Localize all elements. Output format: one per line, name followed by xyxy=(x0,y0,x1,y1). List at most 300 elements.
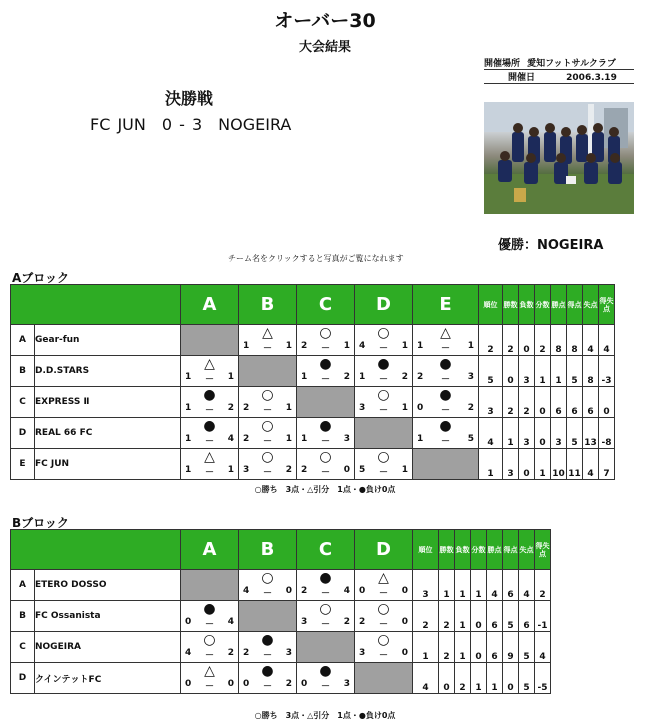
stat-value: 6 xyxy=(551,387,567,418)
result-symbol: ○ xyxy=(319,449,332,465)
stat-value: 0 xyxy=(471,632,487,663)
score-for: 1 xyxy=(417,434,424,444)
result-symbol: ● xyxy=(203,418,216,434)
self-match-cell xyxy=(181,325,239,356)
match-score xyxy=(355,586,412,599)
stat-header: 分数 xyxy=(535,285,551,325)
result-symbol: ● xyxy=(319,356,332,372)
score-for: 1 xyxy=(185,372,192,382)
date-info xyxy=(484,70,634,84)
match-result-cell xyxy=(297,601,355,632)
stat-value: 6 xyxy=(487,632,503,663)
score-dash: － xyxy=(320,468,330,478)
score-against: 0 xyxy=(227,679,234,689)
match-result-cell xyxy=(355,601,413,632)
self-match-cell xyxy=(297,387,355,418)
score-for: 2 xyxy=(243,403,250,413)
match-result-cell xyxy=(239,663,297,694)
score-dash: － xyxy=(320,437,330,447)
stat-value: 2 xyxy=(535,325,551,356)
table-row xyxy=(11,387,615,418)
match-score xyxy=(239,341,296,354)
team-name-link[interactable]: REAL 66 FC xyxy=(35,418,181,449)
column-header-d: D xyxy=(355,285,413,325)
column-header-c: C xyxy=(297,530,355,570)
stat-value: 0 xyxy=(599,387,615,418)
stat-value: 8 xyxy=(551,325,567,356)
match-result-cell xyxy=(181,418,239,449)
result-symbol: △ xyxy=(378,570,389,586)
stat-value: 5 xyxy=(567,418,583,449)
score-against: 2 xyxy=(343,617,350,627)
stat-value: 1 xyxy=(455,570,471,601)
stat-value: 1 xyxy=(413,632,439,663)
score-for: 1 xyxy=(185,434,192,444)
score-dash: － xyxy=(204,651,214,661)
column-header-d: D xyxy=(355,530,413,570)
block-a-table xyxy=(10,284,615,480)
team-name-link[interactable]: FC Ossanista xyxy=(35,601,181,632)
score-for: 0 xyxy=(359,586,366,596)
stat-value: 0 xyxy=(535,387,551,418)
stat-header: 順位 xyxy=(479,285,503,325)
match-score xyxy=(297,586,354,599)
stat-value: 4 xyxy=(599,325,615,356)
result-symbol: △ xyxy=(440,325,451,341)
stat-header: 負数 xyxy=(519,285,535,325)
score-against: 0 xyxy=(285,586,292,596)
stat-header: 失点 xyxy=(583,285,599,325)
match-result-cell xyxy=(355,356,413,387)
match-result-cell xyxy=(413,387,479,418)
block-b-title: Bブロック xyxy=(12,516,69,530)
result-symbol: ○ xyxy=(261,449,274,465)
score-dash: － xyxy=(320,620,330,630)
stat-value: 5 xyxy=(567,356,583,387)
result-symbol: ○ xyxy=(377,387,390,403)
score-against: 1 xyxy=(401,341,408,351)
column-header-c: C xyxy=(297,285,355,325)
result-symbol: ○ xyxy=(319,601,332,617)
score-dash: － xyxy=(378,375,388,385)
match-score xyxy=(355,372,412,385)
score-for: 3 xyxy=(359,648,366,658)
table-row xyxy=(11,663,551,694)
result-symbol: ○ xyxy=(377,449,390,465)
stat-value: 4 xyxy=(583,449,599,480)
match-result-cell xyxy=(239,387,297,418)
score-for: 2 xyxy=(301,465,308,475)
row-letter: B xyxy=(11,356,35,387)
stat-value: 1 xyxy=(535,449,551,480)
stat-value: -3 xyxy=(599,356,615,387)
score-against: 1 xyxy=(401,465,408,475)
stat-value: 2 xyxy=(439,601,455,632)
venue-label: 開催場所 xyxy=(484,59,521,69)
score-for: 4 xyxy=(185,648,192,658)
result-symbol: ● xyxy=(439,418,452,434)
match-score xyxy=(355,617,412,630)
team-name-link[interactable]: D.D.STARS xyxy=(35,356,181,387)
stat-value: 4 xyxy=(519,570,535,601)
score-against: 1 xyxy=(285,403,292,413)
match-result-cell xyxy=(297,449,355,480)
score-for: 1 xyxy=(359,372,366,382)
match-score xyxy=(297,341,354,354)
page-subtitle: 大会結果 xyxy=(298,40,351,55)
page-title: オーバー30 xyxy=(274,10,376,32)
score-against: 1 xyxy=(285,341,292,351)
team-name-link[interactable]: ETERO DOSSO xyxy=(35,570,181,601)
stat-header: 失点 xyxy=(519,530,535,570)
column-header-a: A xyxy=(181,530,239,570)
result-symbol: ● xyxy=(203,387,216,403)
result-symbol: ● xyxy=(439,387,452,403)
team-name-link[interactable]: クインテットFC xyxy=(35,663,181,694)
match-score xyxy=(181,403,238,416)
table-row xyxy=(11,356,615,387)
score-for: 1 xyxy=(185,403,192,413)
score-against: 0 xyxy=(343,465,350,475)
stat-value: 1 xyxy=(471,570,487,601)
score-against: 0 xyxy=(401,648,408,658)
match-result-cell xyxy=(355,570,413,601)
team-name-link[interactable]: NOGEIRA xyxy=(35,632,181,663)
stat-value: -8 xyxy=(599,418,615,449)
stat-value: 1 xyxy=(439,570,455,601)
winner-label: 優勝：NOGEIRA xyxy=(498,238,604,253)
score-against: 3 xyxy=(467,372,474,382)
score-against: 0 xyxy=(401,586,408,596)
stat-value: 0 xyxy=(439,663,455,694)
result-symbol: ● xyxy=(319,418,332,434)
stat-value: 2 xyxy=(439,632,455,663)
stat-value: 1 xyxy=(455,601,471,632)
score-against: 4 xyxy=(343,586,350,596)
stat-value: 0 xyxy=(471,601,487,632)
result-symbol: ○ xyxy=(203,632,216,648)
match-score xyxy=(239,403,296,416)
score-for: 2 xyxy=(417,372,424,382)
match-result-cell xyxy=(297,356,355,387)
stat-value: 3 xyxy=(519,356,535,387)
result-symbol: ○ xyxy=(261,570,274,586)
score-dash: － xyxy=(204,437,214,447)
table-row xyxy=(11,601,551,632)
stat-value: 6 xyxy=(519,601,535,632)
match-result-cell xyxy=(413,325,479,356)
stat-value: 4 xyxy=(535,632,551,663)
table-row xyxy=(11,325,615,356)
score-dash: － xyxy=(262,344,272,354)
match-score xyxy=(355,403,412,416)
match-score xyxy=(297,465,354,478)
match-score xyxy=(355,465,412,478)
stat-value: 8 xyxy=(567,325,583,356)
stat-value: 1 xyxy=(471,663,487,694)
stat-header: 勝点 xyxy=(487,530,503,570)
row-letter: D xyxy=(11,418,35,449)
result-symbol: ● xyxy=(319,570,332,586)
match-result-cell xyxy=(297,325,355,356)
result-symbol: ● xyxy=(377,356,390,372)
score-for: 0 xyxy=(417,403,424,413)
score-dash: － xyxy=(262,589,272,599)
score-dash: － xyxy=(262,682,272,692)
date-label: 開催日 xyxy=(508,73,536,83)
row-letter: C xyxy=(11,387,35,418)
match-result-cell xyxy=(181,663,239,694)
score-against: 1 xyxy=(227,465,234,475)
stat-header: 得失点 xyxy=(535,530,551,570)
stat-value: 6 xyxy=(583,387,599,418)
score-dash: － xyxy=(378,651,388,661)
stat-value: 2 xyxy=(519,387,535,418)
result-symbol: ● xyxy=(261,632,274,648)
venue-value: 愛知フットサルクラブ xyxy=(527,59,616,69)
score-against: 2 xyxy=(401,372,408,382)
match-result-cell xyxy=(181,356,239,387)
score-for: 4 xyxy=(359,341,366,351)
self-match-cell xyxy=(181,570,239,601)
stat-value: 7 xyxy=(599,449,615,480)
match-result-cell xyxy=(355,449,413,480)
match-result-cell xyxy=(355,387,413,418)
score-for: 5 xyxy=(359,465,366,475)
stat-value: 11 xyxy=(567,449,583,480)
stat-value: 4 xyxy=(479,418,503,449)
result-symbol: ○ xyxy=(319,325,332,341)
score-for: 3 xyxy=(301,617,308,627)
stat-value: 1 xyxy=(455,632,471,663)
score-against: 1 xyxy=(467,341,474,351)
stat-value: 0 xyxy=(503,663,519,694)
match-score xyxy=(355,341,412,354)
score-dash: － xyxy=(204,468,214,478)
stat-value: 10 xyxy=(551,449,567,480)
stat-value: -5 xyxy=(535,663,551,694)
score-against: 4 xyxy=(227,434,234,444)
stat-value: 3 xyxy=(479,387,503,418)
score-for: 3 xyxy=(243,465,250,475)
score-for: 2 xyxy=(301,586,308,596)
score-dash: － xyxy=(378,406,388,416)
stat-value: 2 xyxy=(503,325,519,356)
match-result-cell xyxy=(239,418,297,449)
match-score xyxy=(181,679,238,692)
score-against: 0 xyxy=(401,617,408,627)
self-match-cell xyxy=(239,601,297,632)
score-against: 1 xyxy=(401,403,408,413)
result-symbol: ○ xyxy=(261,387,274,403)
match-score xyxy=(239,465,296,478)
stat-value: 3 xyxy=(551,418,567,449)
final-title: 決勝戦 xyxy=(165,89,214,108)
result-symbol: △ xyxy=(262,325,273,341)
stat-value: 8 xyxy=(583,356,599,387)
table-row xyxy=(11,449,615,480)
venue-info xyxy=(484,56,634,70)
score-against: 5 xyxy=(467,434,474,444)
score-for: 1 xyxy=(185,465,192,475)
result-symbol: ○ xyxy=(377,325,390,341)
self-match-cell xyxy=(239,356,297,387)
match-score xyxy=(297,372,354,385)
stat-header: 分数 xyxy=(471,530,487,570)
match-score xyxy=(239,679,296,692)
column-header-a: A xyxy=(181,285,239,325)
winner-team-photo xyxy=(484,102,634,214)
stat-value: 1 xyxy=(479,449,503,480)
match-score xyxy=(297,679,354,692)
stat-value: 5 xyxy=(519,663,535,694)
stat-value: 0 xyxy=(519,449,535,480)
self-match-cell xyxy=(355,418,413,449)
score-for: 1 xyxy=(243,341,250,351)
stat-header: 得点 xyxy=(567,285,583,325)
stat-value: 5 xyxy=(503,601,519,632)
stat-value: 4 xyxy=(583,325,599,356)
result-symbol: ○ xyxy=(261,418,274,434)
table-row xyxy=(11,418,615,449)
score-dash: － xyxy=(320,375,330,385)
match-result-cell xyxy=(297,570,355,601)
score-dash: － xyxy=(440,437,450,447)
stat-header: 順位 xyxy=(413,530,439,570)
block-b-legend: ○勝ち 3点・△引分 1点・●負け0点 xyxy=(254,711,396,720)
stat-value: 4 xyxy=(413,663,439,694)
table-row xyxy=(11,570,551,601)
block-a-title: Aブロック xyxy=(12,271,70,285)
header-corner xyxy=(11,530,181,570)
match-result-cell xyxy=(239,632,297,663)
result-symbol: ● xyxy=(261,663,274,679)
score-for: 0 xyxy=(185,617,192,627)
match-score xyxy=(181,465,238,478)
stat-header: 勝数 xyxy=(439,530,455,570)
match-score xyxy=(181,648,238,661)
stat-value: 9 xyxy=(503,632,519,663)
match-result-cell xyxy=(239,570,297,601)
match-score xyxy=(181,372,238,385)
match-result-cell xyxy=(297,418,355,449)
column-header-b: B xyxy=(239,285,297,325)
result-symbol: ○ xyxy=(377,632,390,648)
stat-value: 1 xyxy=(551,356,567,387)
stat-value: 2 xyxy=(479,325,503,356)
score-dash: － xyxy=(320,589,330,599)
score-dash: － xyxy=(320,682,330,692)
score-dash: － xyxy=(204,375,214,385)
result-symbol: ● xyxy=(203,601,216,617)
column-header-b: B xyxy=(239,530,297,570)
row-letter: C xyxy=(11,632,35,663)
match-result-cell xyxy=(181,449,239,480)
match-score xyxy=(413,403,478,416)
date-value: 2006.3.19 xyxy=(566,73,617,83)
stat-value: 1 xyxy=(487,663,503,694)
result-symbol: ● xyxy=(319,663,332,679)
score-against: 3 xyxy=(343,434,350,444)
column-header-e: E xyxy=(413,285,479,325)
match-result-cell xyxy=(413,418,479,449)
block-b-table xyxy=(10,529,551,694)
team-name-link[interactable]: FC JUN xyxy=(35,449,181,480)
score-dash: － xyxy=(440,344,450,354)
score-for: 3 xyxy=(359,403,366,413)
match-result-cell xyxy=(413,356,479,387)
row-letter: D xyxy=(11,663,35,694)
team-name-link[interactable]: Gear-fun xyxy=(35,325,181,356)
score-for: 0 xyxy=(301,679,308,689)
row-letter: A xyxy=(11,570,35,601)
score-against: 4 xyxy=(227,617,234,627)
match-result-cell xyxy=(181,387,239,418)
score-against: 3 xyxy=(285,648,292,658)
header-corner xyxy=(11,285,181,325)
final-score: FC JUN 0 - 3 NOGEIRA xyxy=(90,115,292,134)
stat-value: 1 xyxy=(503,418,519,449)
stat-value: 3 xyxy=(413,570,439,601)
score-dash: － xyxy=(262,651,272,661)
score-against: 2 xyxy=(343,372,350,382)
stat-value: 6 xyxy=(567,387,583,418)
score-for: 2 xyxy=(301,341,308,351)
stat-header: 勝点 xyxy=(551,285,567,325)
score-against: 3 xyxy=(343,679,350,689)
stat-header: 得失点 xyxy=(599,285,615,325)
stat-value: 0 xyxy=(519,325,535,356)
score-for: 1 xyxy=(301,434,308,444)
stat-value: 2 xyxy=(503,387,519,418)
score-for: 1 xyxy=(417,341,424,351)
score-dash: － xyxy=(378,620,388,630)
match-result-cell xyxy=(181,632,239,663)
match-result-cell xyxy=(239,449,297,480)
stat-value: 2 xyxy=(535,570,551,601)
stat-header: 得点 xyxy=(503,530,519,570)
table-row xyxy=(11,632,551,663)
score-dash: － xyxy=(378,344,388,354)
match-score xyxy=(181,434,238,447)
score-dash: － xyxy=(262,406,272,416)
score-dash: － xyxy=(262,468,272,478)
score-dash: － xyxy=(204,406,214,416)
team-name-link[interactable]: EXPRESS Ⅱ xyxy=(35,387,181,418)
match-result-cell xyxy=(355,325,413,356)
score-against: 2 xyxy=(285,465,292,475)
result-symbol: △ xyxy=(204,356,215,372)
score-against: 2 xyxy=(227,648,234,658)
score-for: 2 xyxy=(243,434,250,444)
score-dash: － xyxy=(378,468,388,478)
match-score xyxy=(413,372,478,385)
match-score xyxy=(297,617,354,630)
stat-value: 5 xyxy=(519,632,535,663)
result-symbol: ○ xyxy=(377,601,390,617)
self-match-cell xyxy=(297,632,355,663)
stat-value: 3 xyxy=(503,449,519,480)
match-result-cell xyxy=(239,325,297,356)
result-symbol: △ xyxy=(204,663,215,679)
match-score xyxy=(413,434,478,447)
result-symbol: ● xyxy=(439,356,452,372)
stat-value: 6 xyxy=(487,601,503,632)
match-score xyxy=(297,434,354,447)
score-for: 4 xyxy=(243,586,250,596)
match-score xyxy=(355,648,412,661)
score-for: 0 xyxy=(185,679,192,689)
